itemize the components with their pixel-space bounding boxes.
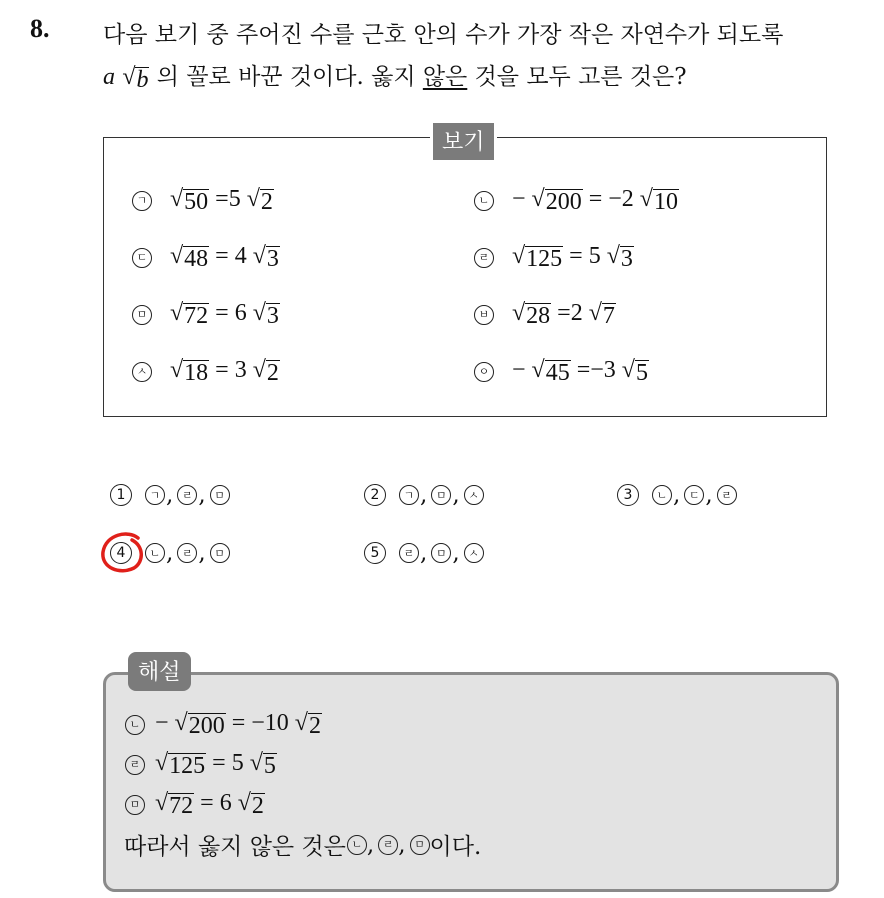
radical-sign: √ [512, 300, 526, 326]
radical-sign: √ [170, 300, 184, 326]
conclusion-text-after: 이다. [429, 834, 482, 860]
choice-mark: ㅁ [431, 543, 451, 563]
radicand: 45 [545, 360, 570, 386]
comma: , [166, 540, 174, 566]
bogi-item [474, 186, 679, 215]
choice-mark: ㄱ [145, 485, 165, 505]
sqrt-rhs [295, 711, 322, 739]
solution-line-expression [155, 710, 322, 739]
equals-coefficient: =−3 [570, 357, 622, 383]
comma: , [398, 831, 406, 858]
equals-coefficient: = 6 [209, 300, 253, 326]
var-b: b [136, 67, 149, 93]
bogi-item-expression [170, 186, 274, 215]
radicand: 3 [620, 246, 633, 272]
comma: , [420, 540, 428, 566]
bogi-item-mark: ㄷ [132, 248, 152, 268]
radical-sign: √ [246, 186, 260, 212]
solution-line-expression [155, 790, 265, 819]
radicand: 7 [602, 303, 615, 329]
bogi-item [132, 357, 280, 386]
sqrt-rhs [250, 751, 277, 779]
choice-mark: ㄴ [145, 543, 165, 563]
conclusion-mark: ㄹ [378, 835, 398, 855]
bogi-item-mark: ㄱ [132, 191, 152, 211]
radicand: 72 [184, 303, 209, 329]
bogi-item-expression [512, 300, 616, 329]
radicand: 3 [266, 246, 279, 272]
bogi-item-mark: ㄴ [474, 191, 494, 211]
choice-option[interactable] [110, 482, 231, 508]
radicand: 5 [635, 360, 648, 386]
radicand: 3 [266, 303, 279, 329]
sqrt-lhs [155, 791, 194, 819]
solution-line [124, 710, 322, 739]
bogi-item [474, 243, 634, 272]
sqrt-lhs [175, 711, 226, 739]
radical-sign: √ [252, 243, 266, 269]
choice-mark: ㄱ [399, 485, 419, 505]
sqrt-rhs [589, 301, 616, 329]
comma: , [166, 482, 174, 508]
bogi-item-mark: ㅇ [474, 362, 494, 382]
radical-sign: √ [155, 750, 169, 776]
bogi-label: 보기 [430, 120, 497, 163]
radical-sign: √ [155, 790, 169, 816]
radical-sign: √ [606, 243, 620, 269]
bogi-item [474, 300, 616, 329]
bogi-item-expression [170, 243, 280, 272]
conclusion-mark: ㅁ [410, 835, 430, 855]
choice-mark: ㄴ [652, 485, 672, 505]
radicand: 28 [526, 303, 551, 329]
choice-number: 1 [110, 484, 132, 506]
equals-coefficient: = −10 [225, 710, 295, 736]
bogi-item-mark: ㅁ [132, 305, 152, 325]
choice-mark: ㄹ [177, 543, 197, 563]
question-line-2 [103, 58, 687, 93]
radical-sign: √ [512, 243, 526, 269]
solution-line [124, 750, 277, 779]
choice-mark: ㅁ [431, 485, 451, 505]
sqrt-rhs [622, 358, 649, 386]
comma: , [198, 540, 206, 566]
sqrt-lhs [170, 358, 209, 386]
sqrt-lhs [532, 358, 571, 386]
question-text-before: 의 꼴로 바꾼 것이다. 옳지 [156, 64, 423, 90]
radicand: 2 [260, 189, 273, 215]
sqrt-lhs [512, 244, 563, 272]
radicand: 48 [184, 246, 209, 272]
equals-coefficient: =5 [209, 186, 247, 212]
comma: , [198, 482, 206, 508]
radical-sign: √ [294, 710, 308, 736]
choice-number: 5 [364, 542, 386, 564]
radicand: 2 [266, 360, 279, 386]
equals-coefficient: = −2 [582, 186, 640, 212]
radicand: 10 [653, 189, 678, 215]
sqrt-b: √ b [122, 64, 149, 93]
comma: , [452, 540, 460, 566]
sqrt-lhs [170, 244, 209, 272]
sqrt-lhs [155, 751, 206, 779]
choice-mark: ㄹ [399, 543, 419, 563]
var-a: a [103, 64, 115, 90]
sqrt-rhs [253, 358, 280, 386]
sqrt-rhs [253, 301, 280, 329]
sqrt-rhs [253, 244, 280, 272]
choice-number: 2 [364, 484, 386, 506]
radicand: 18 [184, 360, 209, 386]
sqrt-lhs [512, 301, 551, 329]
radical-sign: √ [170, 357, 184, 383]
bogi-item [474, 357, 649, 386]
choice-mark: ㄹ [177, 485, 197, 505]
equals-coefficient: = 6 [194, 790, 238, 816]
equals-coefficient: = 5 [206, 750, 250, 776]
radicand: 72 [169, 793, 194, 819]
equals-coefficient: = 4 [209, 243, 253, 269]
minus-sign: − [512, 186, 532, 212]
radicand: 50 [184, 189, 209, 215]
solution-line-expression [155, 750, 277, 779]
bogi-item-mark: ㅂ [474, 305, 494, 325]
comma: , [420, 482, 428, 508]
choice-number: 4 [110, 542, 132, 564]
choice-mark: ㄹ [717, 485, 737, 505]
choice-mark: ㅅ [464, 543, 484, 563]
minus-sign: − [155, 710, 175, 736]
radical-sign: √ [170, 243, 184, 269]
bogi-item-mark: ㄹ [474, 248, 494, 268]
comma: , [452, 482, 460, 508]
radical-sign: √ [249, 750, 263, 776]
radical-sign: √ [252, 357, 266, 383]
sqrt-rhs [640, 187, 679, 215]
radical-sign: √ [174, 710, 188, 736]
choice-mark: ㅅ [464, 485, 484, 505]
radicand: 200 [188, 713, 225, 739]
radical-sign: √ [531, 186, 545, 212]
choice-mark: ㅁ [210, 485, 230, 505]
question-number: 8. [30, 14, 50, 43]
solution-label: 해설 [128, 652, 191, 691]
equals-coefficient: =2 [551, 300, 589, 326]
sqrt-rhs [238, 791, 265, 819]
choice-mark: ㄷ [684, 485, 704, 505]
solution-conclusion [124, 828, 481, 861]
bogi-item-expression [512, 357, 649, 386]
bogi-item-mark: ㅅ [132, 362, 152, 382]
radicand: 5 [263, 753, 276, 779]
radical-sign: √ [170, 186, 184, 212]
radical-sign: √ [639, 186, 653, 212]
sqrt-lhs [170, 187, 209, 215]
equals-coefficient: = 5 [563, 243, 607, 269]
sqrt-lhs [532, 187, 583, 215]
bogi-item-expression [170, 357, 280, 386]
answer-circle-mark [98, 530, 150, 578]
sqrt-rhs [607, 244, 634, 272]
comma: , [366, 831, 375, 858]
question-line-1: 다음 보기 중 주어진 수를 근호 안의 수가 가장 작은 자연수가 되도록 [103, 22, 784, 48]
radical-sign: √ [531, 357, 545, 383]
minus-sign: − [512, 357, 532, 383]
choice-option[interactable] [364, 482, 485, 508]
solution-line-mark: ㅁ [125, 795, 145, 815]
sqrt-rhs [247, 187, 274, 215]
choice-mark: ㅁ [210, 543, 230, 563]
conclusion-mark: ㄴ [347, 835, 367, 855]
radicand: 2 [308, 713, 321, 739]
conclusion-text-before: 따라서 옳지 않은 것은 [124, 834, 346, 860]
bogi-item-expression [512, 243, 634, 272]
equals-coefficient: = 3 [209, 357, 253, 383]
radicand: 200 [545, 189, 582, 215]
comma: , [705, 482, 713, 508]
comma: , [673, 482, 681, 508]
bogi-item [132, 243, 280, 272]
question-text-after: 것을 모두 고른 것은? [467, 64, 687, 90]
bogi-item-expression [170, 300, 280, 329]
radical-sign: √ [237, 790, 251, 816]
solution-line-mark: ㄹ [125, 755, 145, 775]
bogi-item-expression [512, 186, 679, 215]
radicand: 125 [169, 753, 206, 779]
choice-option[interactable] [617, 482, 738, 508]
solution-line [124, 790, 265, 819]
choice-number: 3 [617, 484, 639, 506]
sqrt-lhs [170, 301, 209, 329]
radical-sign: √ [588, 300, 602, 326]
solution-line-mark: ㄴ [125, 715, 145, 735]
bogi-item [132, 186, 274, 215]
bogi-item [132, 300, 280, 329]
radicand: 125 [526, 246, 563, 272]
radicand: 2 [251, 793, 264, 819]
radical-sign: √ [252, 300, 266, 326]
question-underlined: 않은 [422, 64, 468, 90]
choice-option[interactable] [364, 540, 485, 566]
radical-sign: √ [621, 357, 635, 383]
